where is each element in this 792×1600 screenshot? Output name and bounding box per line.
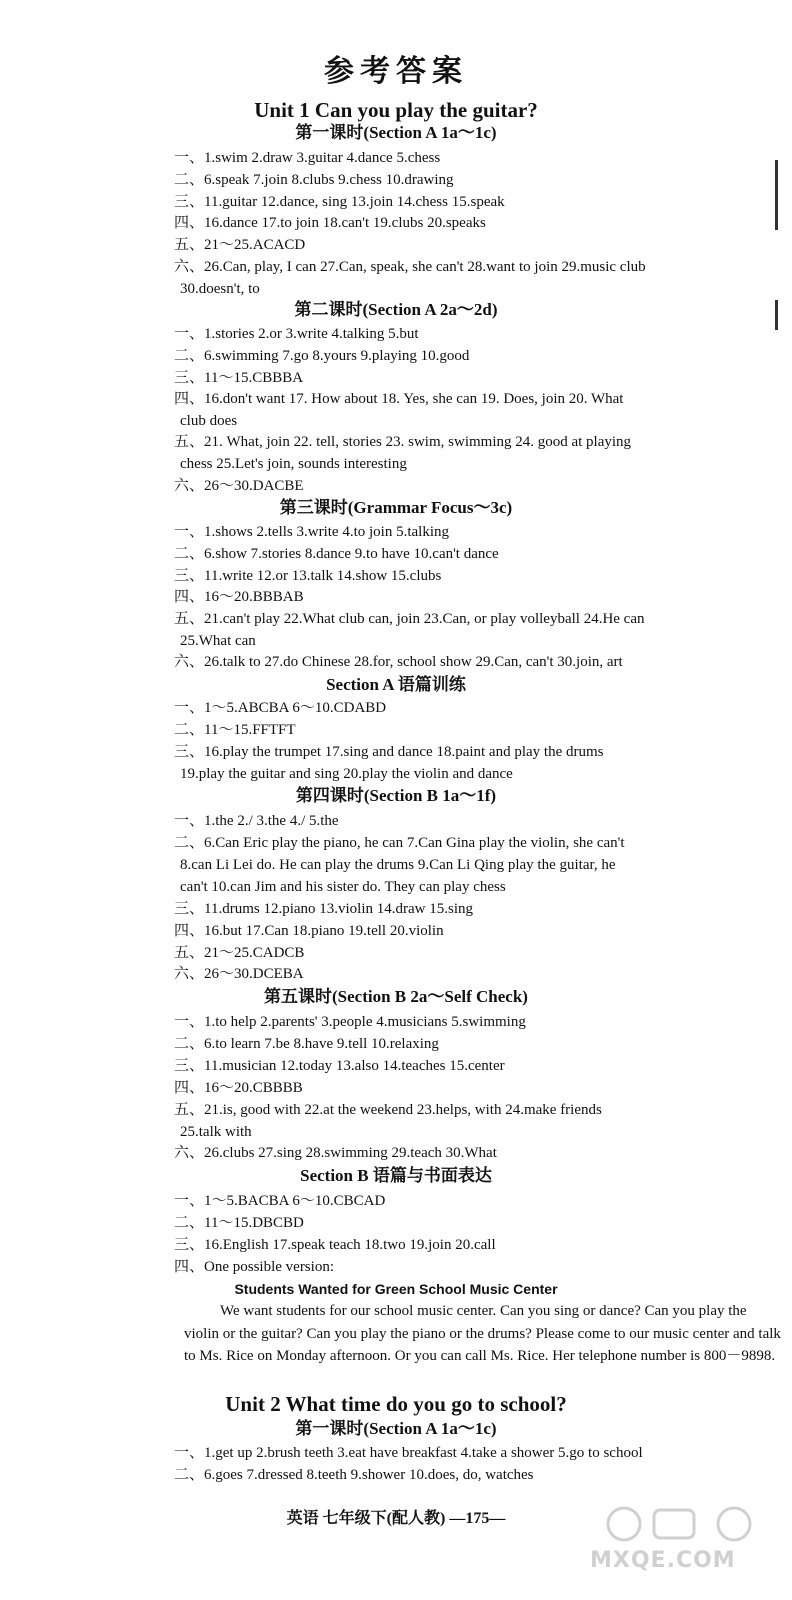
answer-line: 四、One possible version: — [174, 1259, 334, 1275]
section-title: 第四课时(Section B 1a～1f) — [295, 786, 497, 805]
watermark-logo-text — [604, 1504, 764, 1552]
answer-line: 四、16.dance 17.to join 18.can't 19.clubs 20.speaks — [174, 215, 486, 231]
section-title: Section A 语篇训练 — [326, 675, 466, 694]
answer-line: 三、11.musician 12.today 13.also 14.teaches 15.center — [174, 1058, 505, 1074]
answer-line: 一、1.get up 2.brush teeth 3.eat have breakfast 4.take a shower 5.go to school — [174, 1445, 643, 1461]
answer-line: 二、6.swimming 7.go 8.yours 9.playing 10.good — [174, 348, 470, 364]
section-title: 第一课时(Section A 1a～1c) — [295, 1419, 497, 1438]
answer-line: can't 10.can Jim and his sister do. They can play chess — [180, 879, 506, 895]
answer-line: club does — [180, 413, 238, 429]
answer-line: 一、1.shows 2.tells 3.write 4.to join 5.talking — [174, 524, 449, 540]
section-title: 第一课时(Section A 1a～1c) — [295, 123, 497, 142]
answer-line: 三、16.play the trumpet 17.sing and dance 18.paint and play the drums — [174, 744, 604, 760]
section-title: Section B 语篇与书面表达 — [300, 1166, 492, 1185]
answer-line: 四、16～20.BBBAB — [174, 589, 304, 605]
answer-line: 四、16.but 17.Can 18.piano 19.tell 20.violin — [174, 923, 444, 939]
unit-2-title: Unit 2 What time do you go to school? — [225, 1392, 567, 1416]
answer-line: 五、21.is, good with 22.at the weekend 23.helps, with 24.make friends — [174, 1102, 602, 1118]
answer-line: 三、11.guitar 12.dance, sing 13.join 14.chess 15.speak — [174, 194, 505, 210]
answer-line: 三、11～15.CBBBA — [174, 370, 304, 386]
page-title: 参考答案 — [324, 54, 468, 89]
watermark-logo-icon — [604, 1504, 764, 1544]
answer-line: 二、6.goes 7.dressed 8.teeth 9.shower 10.does, do, watches — [174, 1467, 534, 1483]
answer-line: 三、11.drums 12.piano 13.violin 14.draw 15.sing — [174, 901, 474, 917]
answer-line: 五、21.can't play 22.What club can, join 23.Can, or play volleyball 24.He can — [174, 611, 645, 627]
answer-line: 一、1～5.ABCBA 6～10.CDABD — [174, 700, 387, 716]
section-title: 第三课时(Grammar Focus～3c) — [279, 498, 513, 517]
answer-line: 二、6.to learn 7.be 8.have 9.tell 10.relaxing — [174, 1036, 439, 1052]
answer-line: 五、21～25.CADCB — [174, 945, 305, 961]
section-title: 第二课时(Section A 2a～2d) — [294, 300, 498, 319]
answer-line: 六、26～30.DACBE — [174, 478, 304, 494]
answer-line: 30.doesn't, to — [180, 281, 260, 297]
answer-line: 五、21～25.ACACD — [174, 237, 306, 253]
answer-line: 一、1～5.BACBA 6～10.CBCAD — [174, 1193, 386, 1209]
answer-line: 二、6.show 7.stories 8.dance 9.to have 10.can't dance — [174, 546, 499, 562]
answer-line: 五、21. What, join 22. tell, stories 23. swim, swimming 24. good at playing — [174, 434, 632, 450]
answer-line: 19.play the guitar and sing 20.play the violin and dance — [180, 766, 513, 782]
answer-line: 一、1.the 2./ 3.the 4./ 5.the — [174, 813, 339, 829]
essay-title: Students Wanted for Green School Music Center — [234, 1281, 558, 1297]
answer-line: 8.can Li Lei do. He can play the drums 9.Can Li Qing play the guitar, he — [180, 857, 616, 873]
answer-line: chess 25.Let's join, sounds interesting — [180, 456, 407, 472]
section-title: 第五课时(Section B 2a～Self Check) — [264, 987, 528, 1006]
watermark-url: MXQE.COM — [590, 1548, 736, 1573]
answer-line: 四、16.don't want 17. How about 18. Yes, she can 19. Does, join 20. What — [174, 391, 624, 407]
answer-line: 25.talk with — [180, 1124, 252, 1140]
answer-line: 一、1.swim 2.draw 3.guitar 4.dance 5.chess — [174, 150, 441, 166]
answer-line: 一、1.to help 2.parents' 3.people 4.musicians 5.swimming — [174, 1014, 526, 1030]
answer-line: 六、26.talk to 27.do Chinese 28.for, school show 29.Can, can't 30.join, art — [174, 654, 623, 670]
answer-line: 三、16.English 17.speak teach 18.two 19.join 20.call — [174, 1237, 496, 1253]
answer-line: 二、6.speak 7.join 8.clubs 9.chess 10.drawing — [174, 172, 454, 188]
answer-line: 六、26.Can, play, I can 27.Can, speak, she can't 28.want to join 29.music club — [174, 259, 646, 275]
answer-line: 六、26.clubs 27.sing 28.swimming 29.teach 30.What — [174, 1145, 497, 1161]
answer-line: 二、11～15.DBCBD — [174, 1215, 304, 1231]
answer-line: 一、1.stories 2.or 3.write 4.talking 5.but — [174, 326, 419, 342]
answer-line: 25.What can — [180, 633, 256, 649]
watermark-logo — [580, 1504, 780, 1582]
answer-line: 四、16～20.CBBBB — [174, 1080, 303, 1096]
answer-line: 二、11～15.FFTFT — [174, 722, 296, 738]
answer-line: 三、11.write 12.or 13.talk 14.show 15.clubs — [174, 568, 442, 584]
page-footer: 英语 七年级下(配人教) —175— — [286, 1510, 506, 1527]
unit-1-title: Unit 1 Can you play the guitar? — [254, 98, 538, 122]
answer-line: 二、6.Can Eric play the piano, he can 7.Can Gina play the violin, she can't — [174, 835, 625, 851]
essay-body: We want students for our school music center. Can you sing or dance? Can you play the violin or the guitar? Can you play the piano or the drums? Please come to our music center and talk to Ms. Rice on Monday afternoon. Or you can call Ms. Rice. Her telephone number is 800－9898. — [184, 1303, 781, 1364]
answer-line: 六、26～30.DCEBA — [174, 966, 304, 982]
